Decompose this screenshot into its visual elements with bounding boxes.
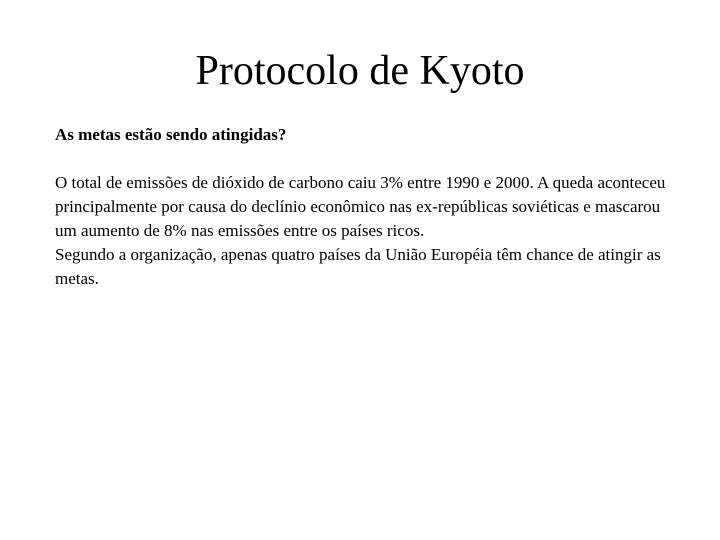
- slide-content: [55, 123, 675, 291]
- paragraph-emissions: O total de emissões de dióxido de carbono caiu 3% entre 1990 e 2000. A queda aconteceu principalmente por causa do declínio econômico nas ex-repúblicas soviéticas e mascarou um aumento de 8% nas emissões entre os países ricos.: [55, 173, 666, 240]
- paragraph-eu-countries: Segundo a organização, apenas quatro países da União Européia têm chance de atingir as metas.: [55, 245, 661, 288]
- question-heading: As metas estão sendo atingidas?: [55, 125, 287, 144]
- slide-title: Protocolo de Kyoto: [195, 48, 525, 94]
